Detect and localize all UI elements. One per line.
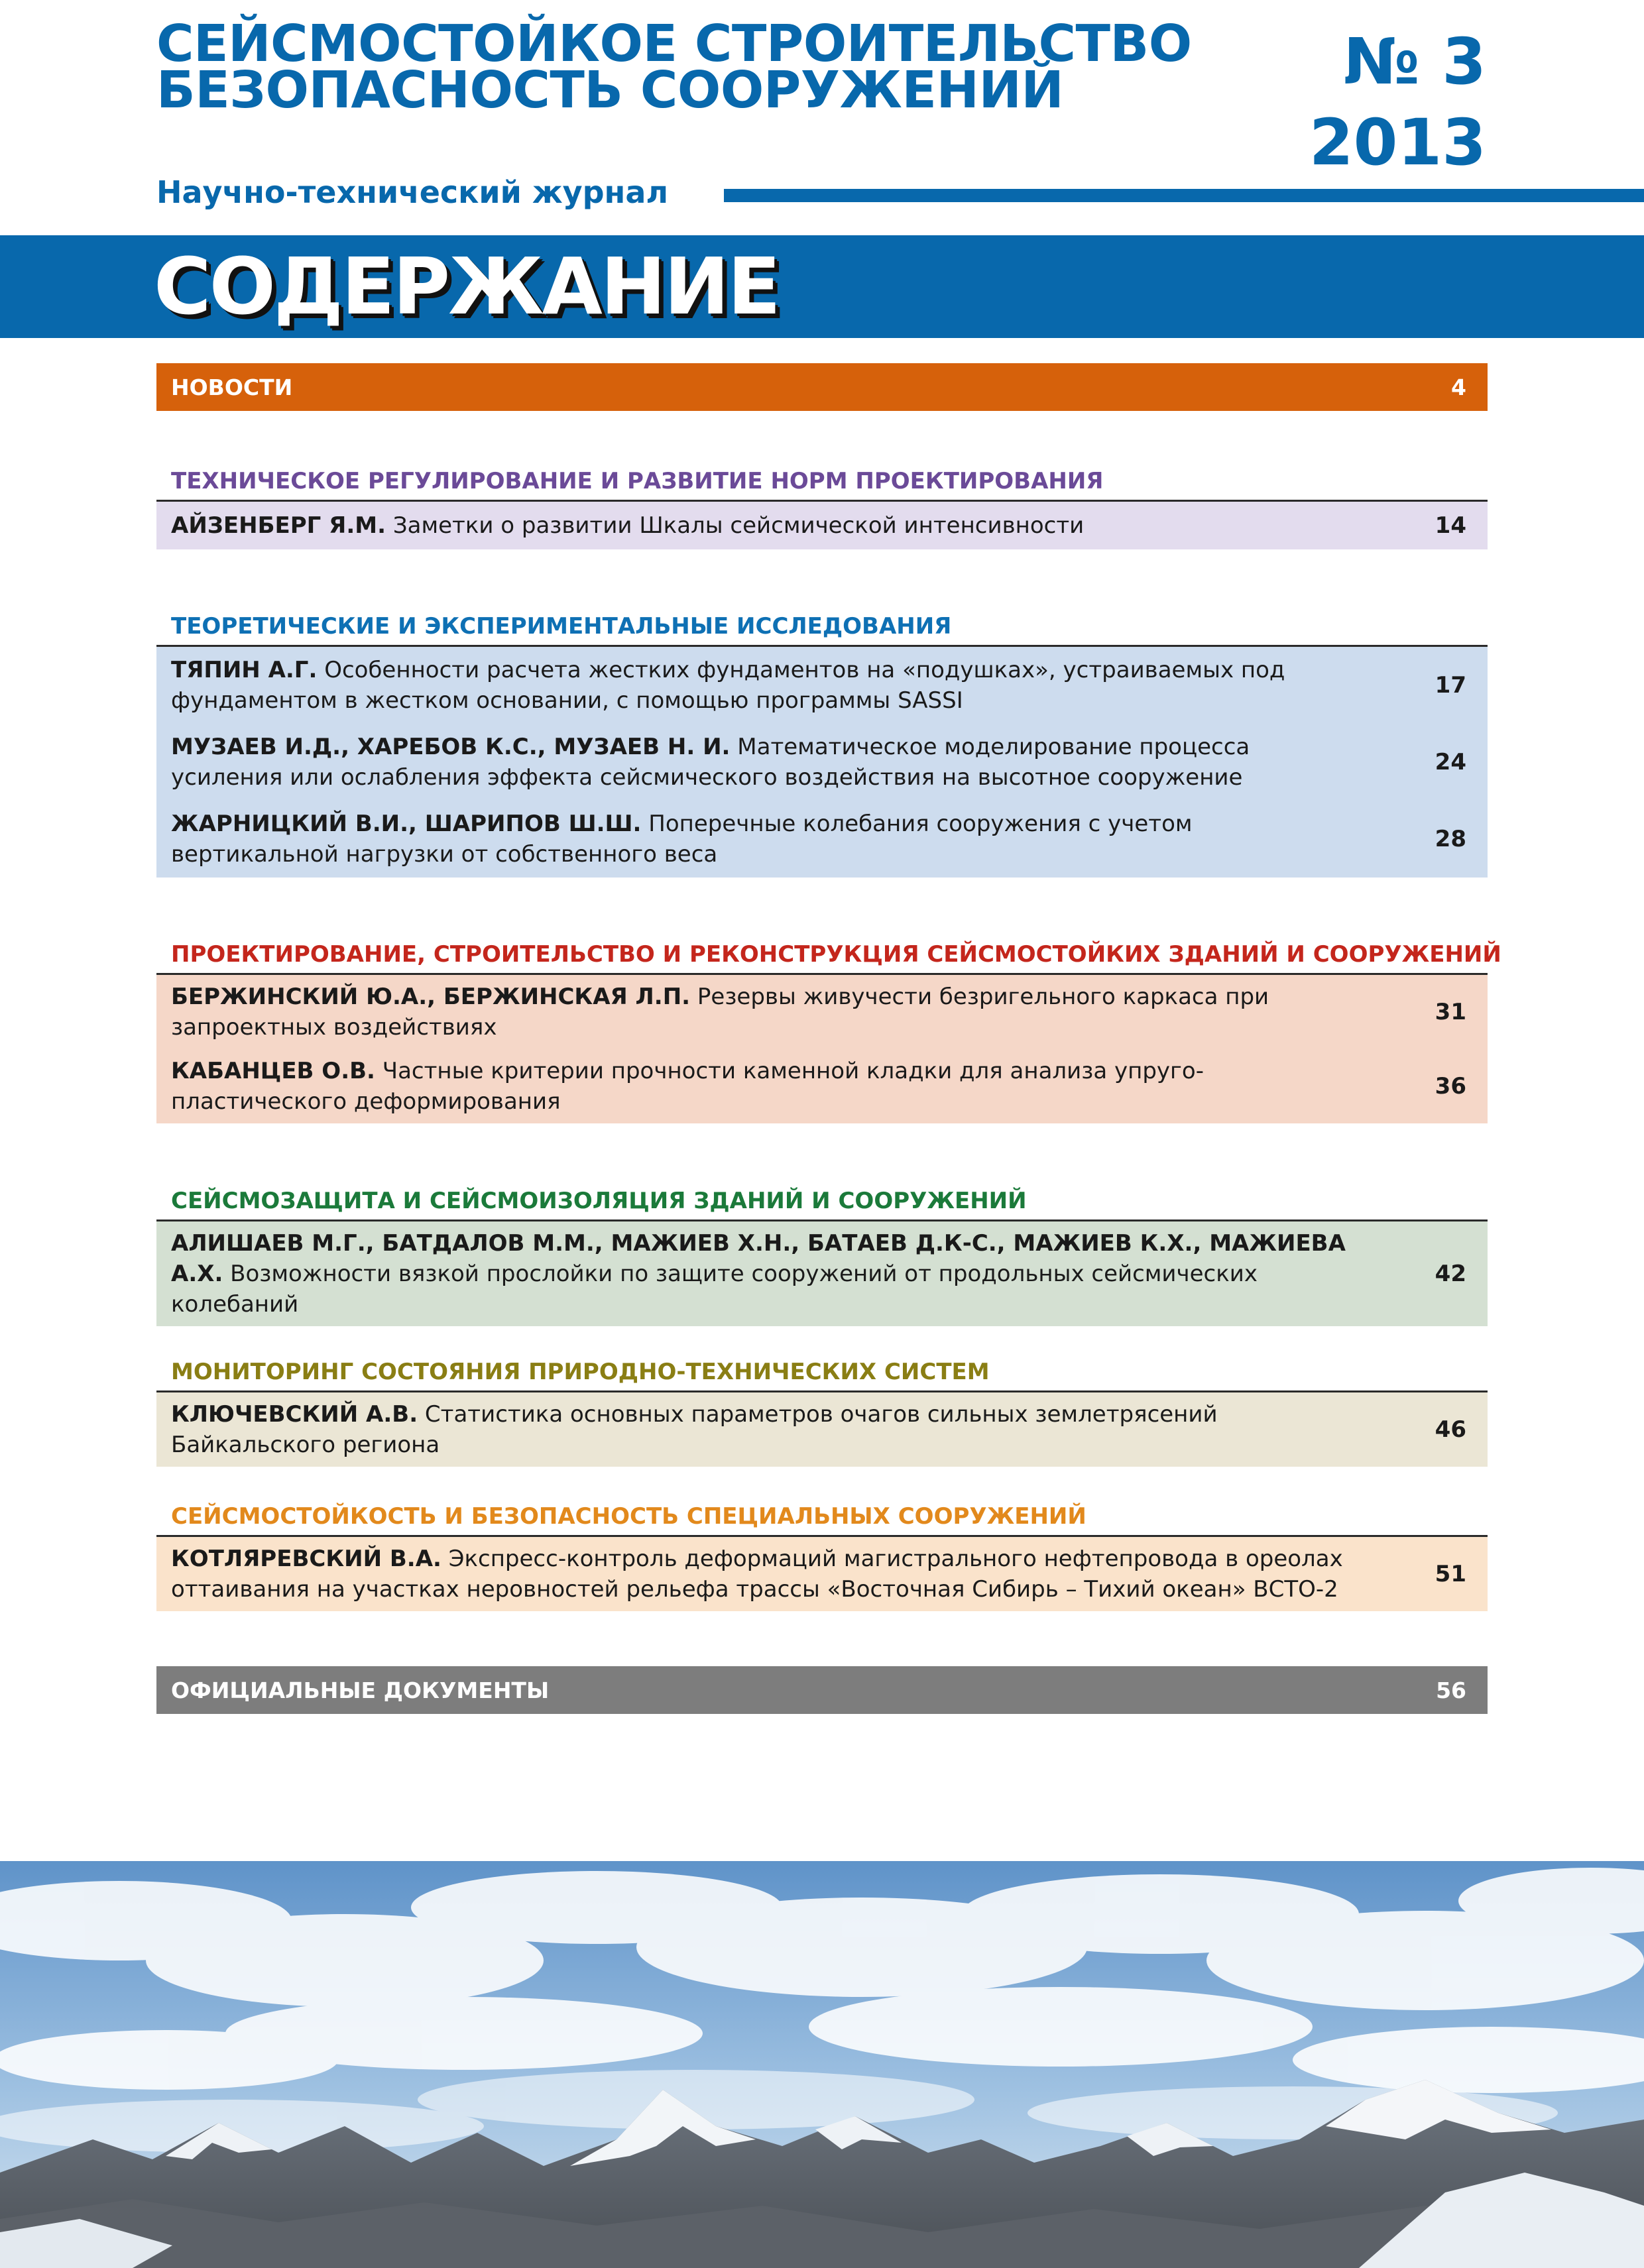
entry-title: Статистика основных параметров очагов сильных землетрясений Байкальского региона [171,1401,1218,1458]
entry-authors: АЛИШАЕВ М.Г., БАТДАЛОВ М.М., МАЖИЕВ Х.Н., БАТАЕВ Д.К-С., МАЖИЕВ К.Х., МАЖИЕВА А.Х. [171,1230,1346,1287]
entry-title: Резервы живучести безригельного каркаса при запроектных воздействиях [171,984,1269,1041]
section-title: МОНИТОРИНГ СОСТОЯНИЯ ПРИРОДНО-ТЕХНИЧЕСКИХ СИСТЕМ [156,1359,1488,1392]
official-docs-entry[interactable] [156,1666,1488,1714]
entry-authors: АЙЗЕНБЕРГ Я.М. [171,512,386,539]
entry-authors: БЕРЖИНСКИЙ Ю.А., БЕРЖИНСКАЯ Л.П. [171,984,691,1010]
journal-subtitle: Научно-технический журнал [156,174,669,210]
entry-authors: КЛЮЧЕВСКИЙ А.В. [171,1401,418,1428]
contents-title: СОДЕРЖАНИЕ [154,241,779,332]
section-special-structures [156,1503,1488,1611]
section-title: ТЕХНИЧЕСКОЕ РЕГУЛИРОВАНИЕ И РАЗВИТИЕ НОРМ ПРОЕКТИРОВАНИЯ [156,468,1488,502]
toc-entry[interactable] [156,1392,1488,1467]
official-docs-label: ОФИЦИАЛЬНЫЕ ДОКУМЕНТЫ [171,1677,550,1703]
entry-authors: ЖАРНИЦКИЙ В.И., ШАРИПОВ Ш.Ш. [171,811,642,837]
entry-title: Математическое моделирование процесса усиления или ослабления эффекта сейсмического воздействия на высотное сооружение [171,734,1250,791]
journal-title-line1: СЕЙСМОСТОЙКОЕ СТРОИТЕЛЬСТВО [156,15,1192,74]
news-page: 4 [1451,374,1466,400]
entry-title: Поперечные колебания сооружения с учетом вертикальной нагрузки от собственного веса [171,811,1193,868]
entry-page: 42 [1435,1261,1466,1287]
issue-info [1309,21,1486,183]
entry-page: 31 [1435,999,1466,1025]
official-docs-page: 56 [1436,1677,1466,1703]
entry-authors: ТЯПИН А.Г. [171,657,318,683]
entry-title: Заметки о развитии Шкалы сейсмической интенсивности [392,512,1085,539]
mountain-landscape-image [0,1861,1644,2268]
toc-entry[interactable] [156,1221,1488,1326]
issue-number: № 3 [1343,25,1486,99]
toc-entry[interactable] [156,801,1488,878]
entry-title: Экспресс-контроль деформаций магистрального нефтепровода в ореолах оттаивания на участках неровностей рельефа трассы «Восточная Сибирь – Тихий океан» ВСТО-2 [171,1546,1343,1603]
section-title: ПРОЕКТИРОВАНИЕ, СТРОИТЕЛЬСТВО И РЕКОНСТРУКЦИЯ СЕЙСМОСТОЙКИХ ЗДАНИЙ И СООРУЖЕНИЙ [156,941,1488,975]
toc-entry[interactable] [156,647,1488,724]
toc-entry[interactable] [156,502,1488,549]
entry-authors: КОТЛЯРЕВСКИЙ В.А. [171,1546,441,1572]
journal-title-line2: БЕЗОПАСНОСТЬ СООРУЖЕНИЙ [156,61,1064,120]
toc-entry[interactable] [156,1049,1488,1123]
section-monitoring [156,1359,1488,1467]
toc-entry[interactable] [156,975,1488,1049]
section-theoretical-research [156,613,1488,878]
section-tech-regulation [156,468,1488,549]
header-rule [724,189,1644,202]
entry-page: 14 [1435,512,1466,539]
entry-page: 17 [1435,672,1466,699]
entry-page: 24 [1435,749,1466,775]
entry-page: 46 [1435,1416,1466,1443]
journal-title [156,15,1192,120]
entry-authors: КАБАНЦЕВ О.В. [171,1058,375,1084]
issue-year: 2013 [1309,105,1486,180]
entry-title: Возможности вязкой прослойки по защите сооружений от продольных сейсмических колебаний [171,1261,1258,1318]
contents-banner [0,235,1644,338]
news-entry[interactable] [156,363,1488,411]
toc-entry[interactable] [156,1537,1488,1611]
entry-page: 28 [1435,826,1466,852]
section-design-construction [156,941,1501,1123]
section-title: СЕЙСМОСТОЙКОСТЬ И БЕЗОПАСНОСТЬ СПЕЦИАЛЬНЫХ СООРУЖЕНИЙ [156,1503,1488,1537]
news-label: НОВОСТИ [171,374,293,400]
section-title: СЕЙСМОЗАЩИТА И СЕЙСМОИЗОЛЯЦИЯ ЗДАНИЙ И СООРУЖЕНИЙ [156,1188,1488,1221]
toc-entry[interactable] [156,724,1488,801]
entry-title: Частные критерии прочности каменной кладки для анализа упруго-пластического деформирования [171,1058,1204,1115]
entry-page: 36 [1435,1073,1466,1100]
section-title: ТЕОРЕТИЧЕСКИЕ И ЭКСПЕРИМЕНТАЛЬНЫЕ ИССЛЕДОВАНИЯ [156,613,1488,647]
entry-authors: МУЗАЕВ И.Д., ХАРЕБОВ К.С., МУЗАЕВ Н. И. [171,734,731,760]
section-seismic-protection [156,1188,1488,1326]
entry-page: 51 [1435,1561,1466,1587]
entry-title: Особенности расчета жестких фундаментов на «подушках», устраиваемых под фундаментом в жестком основании, с помощью программы SASSI [171,657,1285,714]
